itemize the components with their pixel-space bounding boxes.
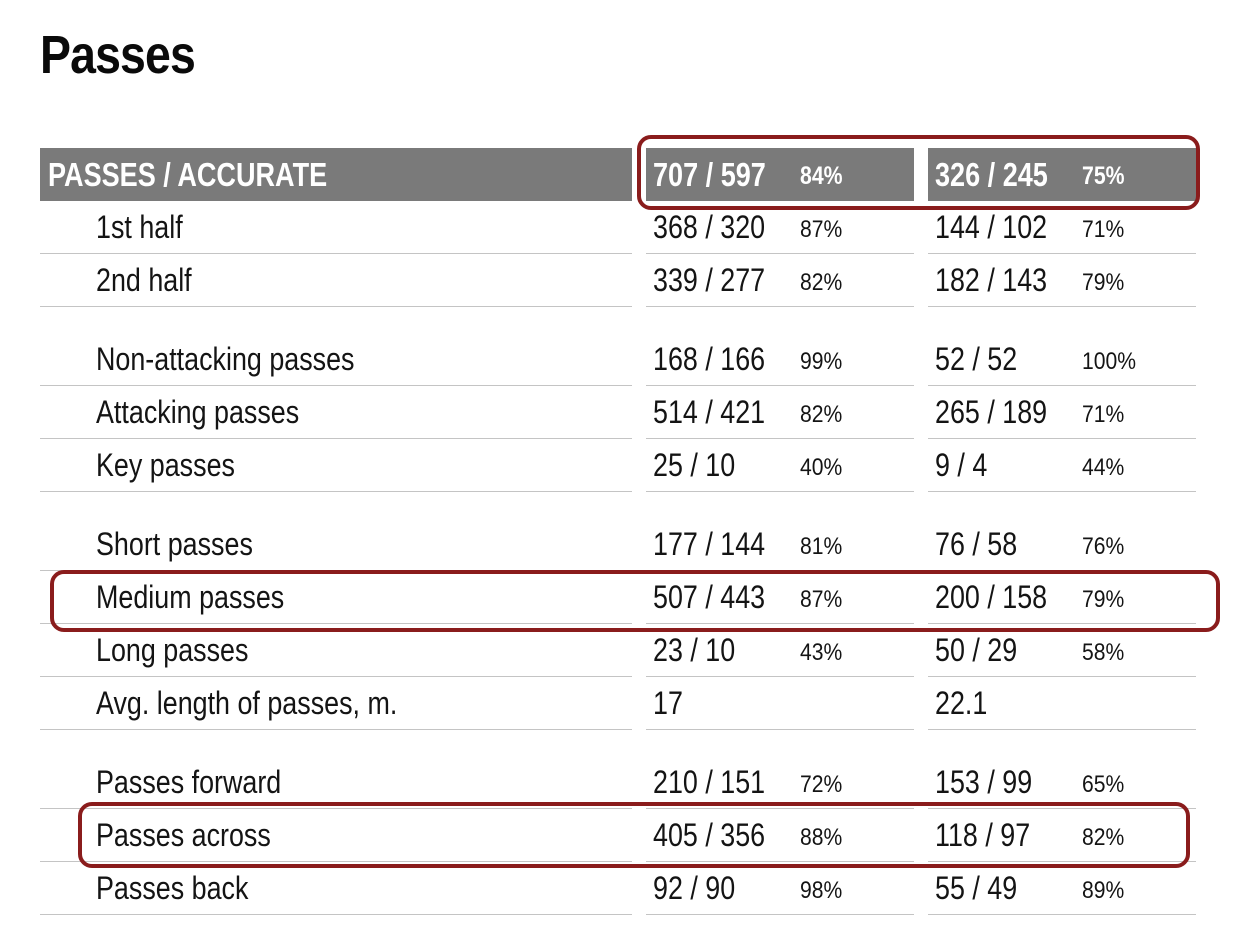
row-label: Long passes (96, 632, 249, 668)
row-divider (40, 491, 632, 492)
table-row (0, 201, 1242, 254)
row-divider (928, 491, 1196, 492)
team-b-value: 200 / 158 (935, 579, 1048, 615)
team-b-value: 144 / 102 (935, 209, 1048, 245)
team-a-pct: 43% (800, 639, 843, 666)
team-b-value: 9 / 4 (935, 447, 988, 483)
header-team-a-value: 707 / 597 (653, 156, 766, 193)
team-b-pct: 44% (1082, 454, 1125, 481)
team-a-value: 405 / 356 (653, 817, 766, 853)
team-b-pct: 71% (1082, 216, 1125, 243)
team-a-value: 17 (653, 685, 683, 721)
team-a-pct: 82% (800, 269, 843, 296)
team-b-value: 50 / 29 (935, 632, 1018, 668)
team-b-value: 182 / 143 (935, 262, 1048, 298)
team-a-pct: 72% (800, 771, 843, 798)
team-b-value: 52 / 52 (935, 341, 1018, 377)
row-divider (646, 729, 914, 730)
team-b-pct: 58% (1082, 639, 1125, 666)
row-divider (928, 306, 1196, 307)
team-b-pct: 71% (1082, 401, 1125, 428)
table-row (0, 386, 1242, 439)
team-a-pct: 82% (800, 401, 843, 428)
table-row (0, 809, 1242, 862)
table-header-team-a (646, 148, 914, 201)
row-divider (928, 914, 1196, 915)
page-title: Passes (40, 25, 195, 85)
row-label: Passes across (96, 817, 271, 853)
table-row (0, 624, 1242, 677)
row-label: 2nd half (96, 262, 192, 298)
team-b-value: 153 / 99 (935, 764, 1033, 800)
team-a-value: 23 / 10 (653, 632, 736, 668)
row-divider (928, 729, 1196, 730)
team-a-pct: 40% (800, 454, 843, 481)
row-divider (40, 914, 632, 915)
team-a-pct: 87% (800, 586, 843, 613)
header-team-b-value: 326 / 245 (935, 156, 1048, 193)
team-b-value: 118 / 97 (935, 817, 1031, 853)
team-b-pct: 100% (1082, 348, 1137, 375)
team-b-pct: 65% (1082, 771, 1125, 798)
row-label: Non-attacking passes (96, 341, 355, 377)
team-b-pct: 79% (1082, 586, 1125, 613)
table-row (0, 862, 1242, 915)
header-team-a-pct: 84% (800, 162, 843, 190)
row-label: Short passes (96, 526, 253, 562)
team-a-value: 507 / 443 (653, 579, 766, 615)
row-divider (40, 306, 632, 307)
team-b-value: 265 / 189 (935, 394, 1048, 430)
team-a-value: 210 / 151 (653, 764, 766, 800)
table-row (0, 518, 1242, 571)
team-a-pct: 99% (800, 348, 843, 375)
team-a-value: 25 / 10 (653, 447, 736, 483)
team-a-pct: 88% (800, 824, 843, 851)
row-label: Passes forward (96, 764, 282, 800)
row-label: Avg. length of passes, m. (96, 685, 398, 721)
team-b-pct: 79% (1082, 269, 1125, 296)
row-label: Medium passes (96, 579, 285, 615)
row-label: Passes back (96, 870, 249, 906)
team-b-value: 22.1 (935, 685, 988, 721)
table-row (0, 571, 1242, 624)
header-label-text: PASSES / ACCURATE (48, 156, 328, 193)
team-b-pct: 76% (1082, 533, 1125, 560)
table-header-label (40, 148, 632, 201)
table-row (0, 333, 1242, 386)
table-row (0, 756, 1242, 809)
team-a-pct: 98% (800, 877, 843, 904)
team-b-value: 55 / 49 (935, 870, 1018, 906)
team-a-pct: 87% (800, 216, 843, 243)
row-divider (646, 491, 914, 492)
header-team-b-pct: 75% (1082, 162, 1125, 190)
team-a-pct: 81% (800, 533, 843, 560)
team-b-pct: 89% (1082, 877, 1125, 904)
team-a-value: 339 / 277 (653, 262, 766, 298)
team-b-pct: 82% (1082, 824, 1125, 851)
team-b-value: 76 / 58 (935, 526, 1018, 562)
table-row (0, 254, 1242, 307)
row-label: Key passes (96, 447, 235, 483)
row-label: 1st half (96, 209, 183, 245)
team-a-value: 177 / 144 (653, 526, 766, 562)
table-row (0, 677, 1242, 730)
row-divider (646, 306, 914, 307)
table-header-team-b (928, 148, 1196, 201)
row-divider (40, 729, 632, 730)
team-a-value: 92 / 90 (653, 870, 736, 906)
team-a-value: 368 / 320 (653, 209, 766, 245)
table-row (0, 439, 1242, 492)
row-label: Attacking passes (96, 394, 300, 430)
team-a-value: 514 / 421 (653, 394, 766, 430)
team-a-value: 168 / 166 (653, 341, 766, 377)
row-divider (646, 914, 914, 915)
